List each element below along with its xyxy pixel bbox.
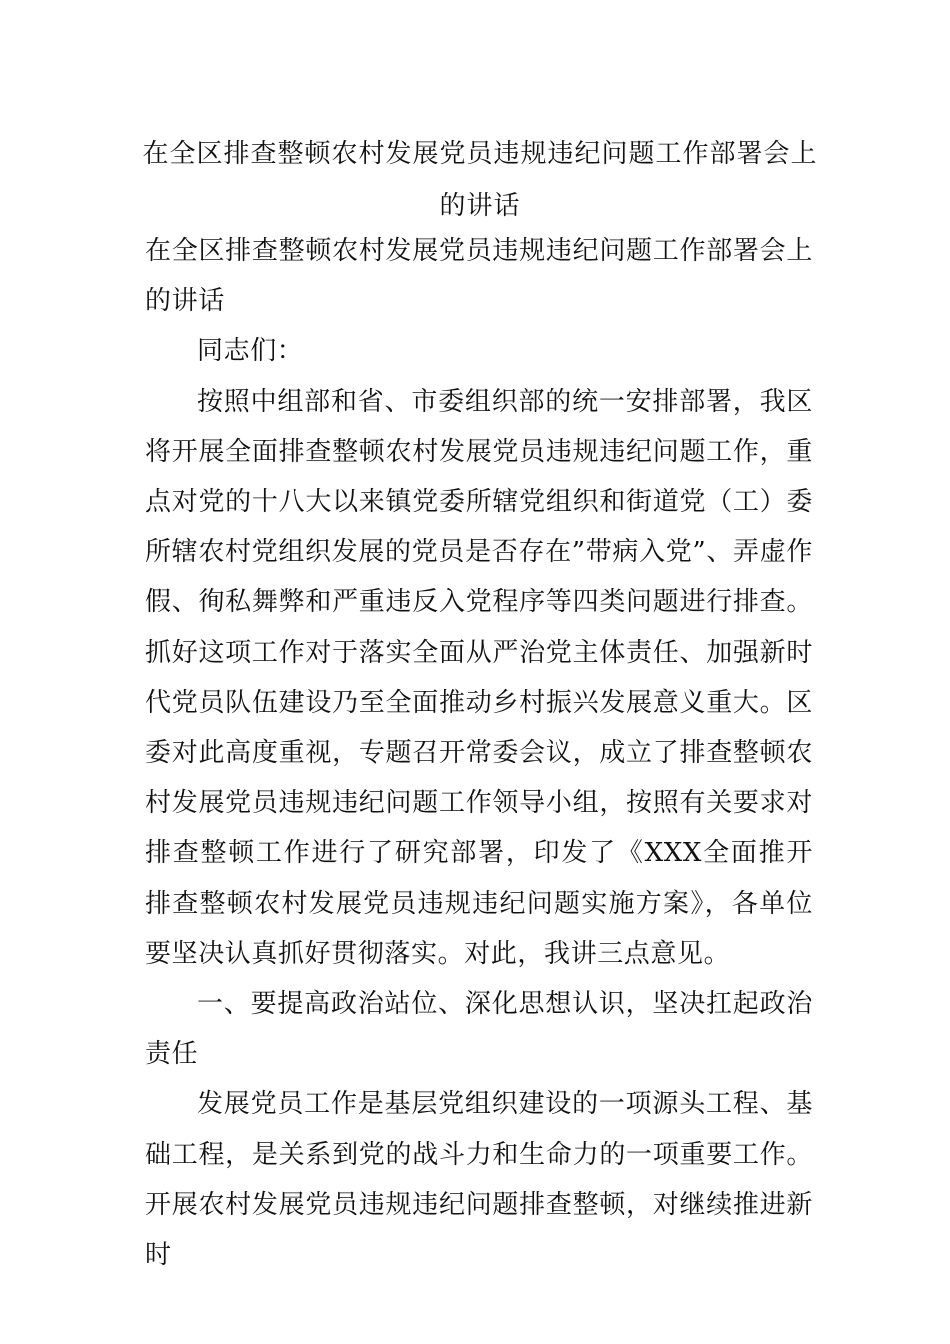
salutation: 同志们： (197, 336, 304, 367)
document-body (145, 226, 813, 1280)
paragraph-section-1: 发展党员工作是基层党组织建设的一项源头工程、基础工程，是关系到党的战斗力和生命力的一项重要工作。开展农村发展党员违规违纪问题排查整顿，对继续推进新时 (145, 1089, 813, 1271)
section-heading-1: 一、要提高政治站位、深化思想认识，坚决扛起政治责任 (145, 989, 813, 1070)
document-subtitle: 在全区排查整顿农村发展党员违规违纪问题工作部署会上的讲话 (145, 236, 813, 317)
document-title: 在全区排查整顿农村发展党员违规违纪问题工作部署会上的讲话 (142, 139, 818, 221)
paragraph-intro: 按照中组部和省、市委组织部的统一安排部署，我区将开展全面排查整顿农村发展党员违规违纪问题工作，重点对党的十八大以来镇党委所辖党组织和街道党（工）委所辖农村党组织发展的党员是否存在”带病入党”、弄虚作假、徇私舞弊和严重违反入党程序等四类问题进行排查。抓好这项工作对于落实全面从严治党主体责任、加强新时代党员队伍建设乃至全面推动乡村振兴发展意义重大。区委对此高度重视，专题召开常委会议，成立了排查整顿农村发展党员违规违纪问题工作领导小组，按照有关要求对排查整顿工作进行了研究部署，印发了《XXX全面推开排查整顿农村发展党员违规违纪问题实施方案》，各单位要坚决认真抓好贯彻落实。对此，我讲三点意见。 (145, 386, 813, 969)
